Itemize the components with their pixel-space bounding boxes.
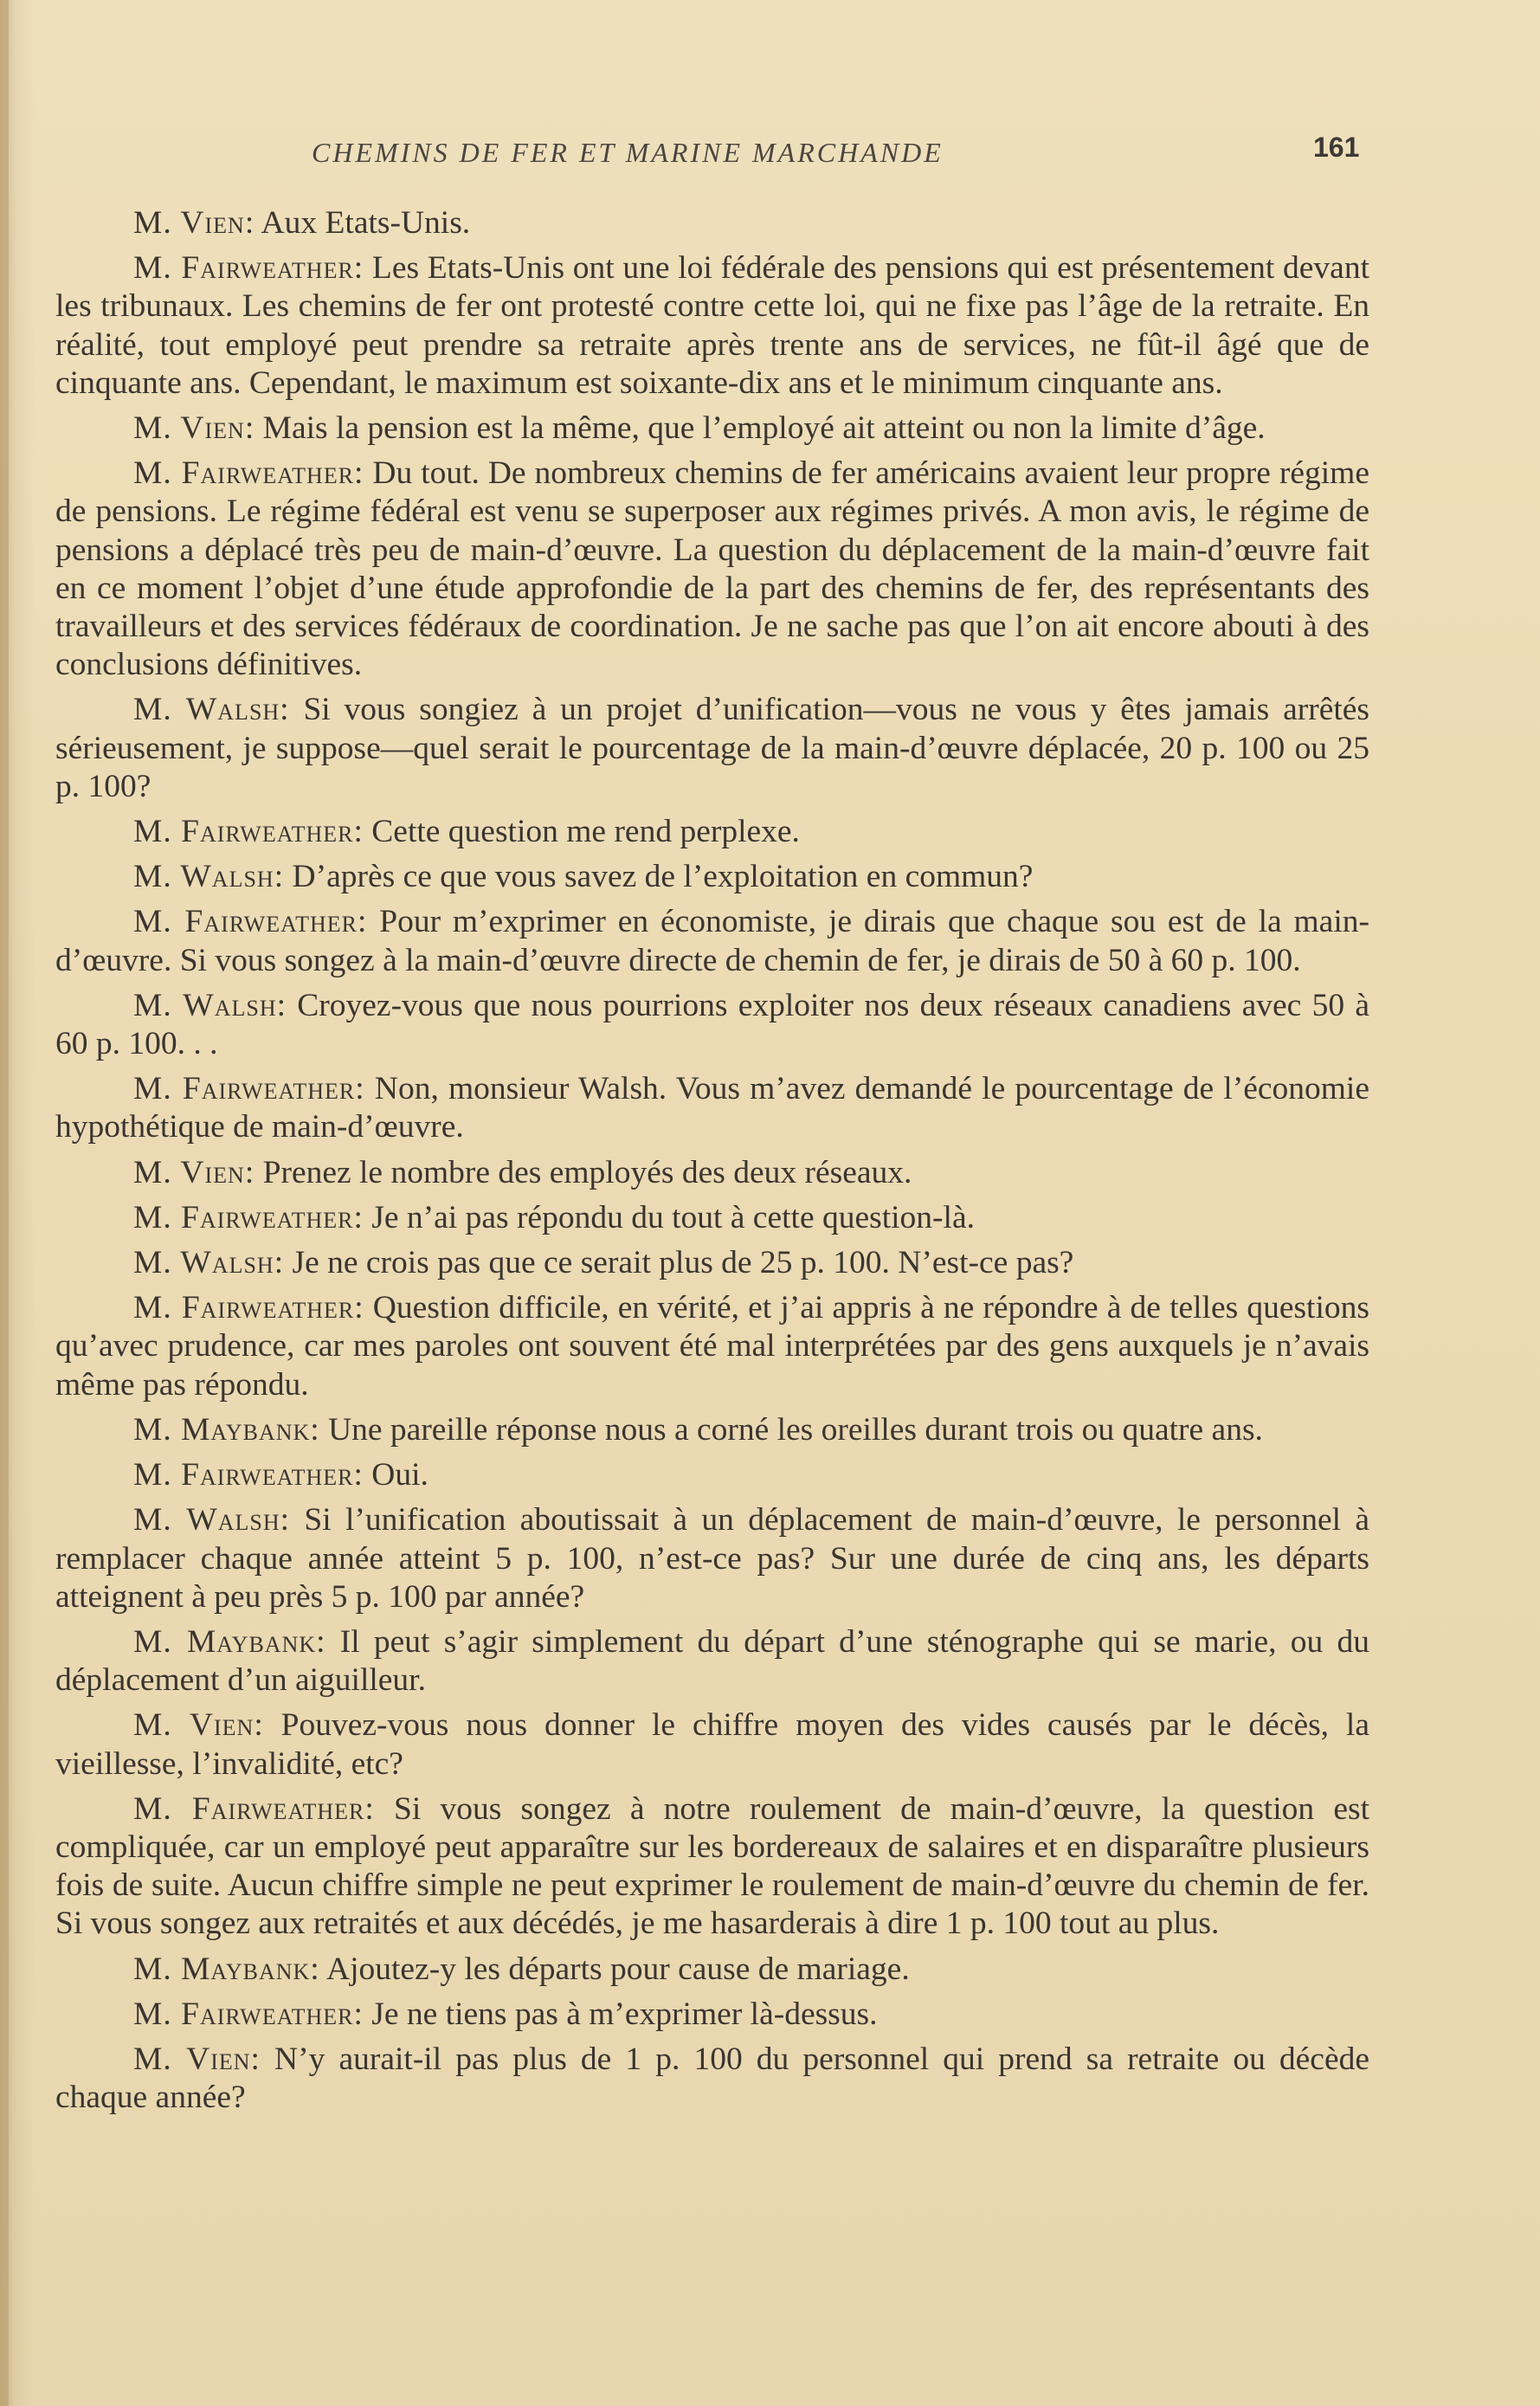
speech-text: Je n’ai pas répondu du tout à cette question-là. <box>363 1199 975 1235</box>
speaker-name: M. Fairweather: <box>133 1457 364 1493</box>
transcript-paragraph <box>55 455 1369 684</box>
speaker-name: M. Walsh: <box>133 1502 291 1538</box>
speech-text: Je ne crois pas que ce serait plus de 25 p. 100. N’est-ce pas? <box>284 1245 1074 1281</box>
speech-text: Du tout. De nombreux chemins de fer américains avaient leur propre régime de pensions. Le régime fédéral est venu se superposer aux régimes privés. A mon avis, le régime de pensions a déplacé très peu de main-d’œuvre. La question du déplacement de la main-d’œuvre fait en ce moment l’objet d’une étude approfondie de la part des chemins de fer, des représentants des travailleurs et des services fédéraux de coordination. Je ne sache pas que l’on ait encore abouti à des conclusions définitives. <box>55 455 1369 683</box>
speech-text: Les Etats-Unis ont une loi fédérale des pensions qui est présentement devant les tribunaux. Les chemins de fer ont protesté contre cette loi, qui ne fixe pas l’âge de la retraite. En réalité, tout employé peut prendre sa retraite après trente ans de services, ne fût-il âgé que de cinquante ans. Cependant, le maximum est soixante-dix ans et le minimum cinquante ans. <box>55 250 1369 401</box>
page-number: 161 <box>1313 132 1360 163</box>
transcript-paragraph <box>55 204 1369 242</box>
speech-text: Je ne tiens pas à m’exprimer là-dessus. <box>363 1996 878 2032</box>
speech-text: Pour m’exprimer en économiste, je dirais que chaque sou est de la main-d’œuvre. Si vous songez à la main-d’œuvre directe de chemin de fer, je dirais de 50 à 60 p. 100. <box>55 904 1369 978</box>
transcript-paragraph <box>55 1996 1369 2034</box>
transcript-paragraph <box>55 691 1369 806</box>
transcript-paragraph <box>55 1706 1369 1783</box>
speech-text: Il peut s’agir simplement du départ d’une sténographe qui se marie, ou du déplacement d’un aiguilleur. <box>55 1623 1369 1699</box>
speaker-name: M. Walsh: <box>133 987 287 1023</box>
transcript-paragraph <box>55 1951 1369 1989</box>
speaker-name: M. Walsh: <box>133 1245 285 1281</box>
transcript-paragraph <box>55 1790 1369 1944</box>
speaker-name: M. Vien: <box>133 205 255 241</box>
speech-text: Non, monsieur Walsh. Vous m’avez demandé le pourcentage de l’économie hypothétique de main-d’œuvre. <box>55 1071 1369 1145</box>
speaker-name: M. Vien: <box>133 1707 264 1744</box>
page-header <box>312 130 1360 182</box>
transcript-paragraph <box>55 1199 1369 1237</box>
transcript-body <box>55 204 1369 2124</box>
speech-text: Si vous songiez à un projet d’unification—vous ne vous y êtes jamais arrêtés sérieusement, je suppose—quel serait le pourcentage de la main-d’œuvre déplacée, 20 p. 100 ou 25 p. 100? <box>55 692 1369 804</box>
transcript-paragraph <box>55 903 1369 979</box>
transcript-paragraph <box>55 1289 1369 1404</box>
speech-text: Une pareille réponse nous a corné les oreilles durant trois ou quatre ans. <box>319 1411 1263 1448</box>
speaker-name: M. Walsh: <box>133 859 285 895</box>
running-title: CHEMINS DE FER ET MARINE MARCHANDE <box>312 137 944 168</box>
transcript-paragraph <box>55 1623 1369 1700</box>
page-binding-edge <box>0 0 9 2406</box>
speech-text: Mais la pension est la même, que l’employé ait atteint ou non la limite d’âge. <box>255 410 1266 447</box>
speech-text: Pouvez-vous nous donner le chiffre moyen des vides causés par le décès, la vieillesse, l’invalidité, etc? <box>55 1707 1369 1782</box>
transcript-paragraph <box>55 2041 1369 2117</box>
speaker-name: M. Fairweather: <box>133 1790 375 1827</box>
transcript-paragraph <box>55 249 1369 403</box>
speaker-name: M. Fairweather: <box>133 1071 365 1107</box>
transcript-paragraph <box>55 1501 1369 1616</box>
transcript-paragraph <box>55 410 1369 448</box>
speaker-name: M. Fairweather: <box>133 455 364 492</box>
speaker-name: M. Fairweather: <box>133 250 364 287</box>
speech-text: D’après ce que vous savez de l’exploitation en commun? <box>284 859 1034 895</box>
speech-text: Croyez-vous que nous pourrions exploiter nos deux réseaux canadiens avec 50 à 60 p. 100. . . <box>55 987 1369 1062</box>
speaker-name: M. Fairweather: <box>133 814 364 850</box>
transcript-paragraph <box>55 858 1369 896</box>
speaker-name: M. Fairweather: <box>133 904 368 940</box>
speech-text: Cette question me rend perplexe. <box>363 814 800 850</box>
speech-text: N’y aurait-il pas plus de 1 p. 100 du personnel qui prend sa retraite ou décède chaque année? <box>55 2041 1369 2116</box>
speech-text: Aux Etats-Unis. <box>255 205 471 241</box>
speech-text: Question difficile, en vérité, et j’ai appris à ne répondre à de telles questions qu’avec prudence, car mes paroles ont souvent été mal interprétées par des gens auxquels je n’avais même pas répondu. <box>55 1290 1369 1403</box>
speaker-name: M. Maybank: <box>133 1623 326 1660</box>
transcript-paragraph <box>55 1070 1369 1146</box>
transcript-paragraph <box>55 987 1369 1063</box>
transcript-paragraph <box>55 1411 1369 1449</box>
speaker-name: M. Fairweather: <box>133 1996 364 2032</box>
speaker-name: M. Vien: <box>133 410 255 447</box>
transcript-paragraph <box>55 1154 1369 1192</box>
speaker-name: M. Walsh: <box>133 692 290 728</box>
speaker-name: M. Fairweather: <box>133 1290 364 1326</box>
speaker-name: M. Maybank: <box>133 1411 320 1448</box>
speaker-name: M. Vien: <box>133 2041 261 2077</box>
speaker-name: M. Vien: <box>133 1154 255 1190</box>
speaker-name: M. Maybank: <box>133 1951 320 1987</box>
speech-text: Ajoutez-y les départs pour cause de mariage. <box>319 1951 910 1987</box>
speaker-name: M. Fairweather: <box>133 1199 364 1235</box>
speech-text: Prenez le nombre des employés des deux réseaux. <box>255 1154 912 1190</box>
speech-text: Oui. <box>363 1457 428 1493</box>
transcript-paragraph <box>55 1244 1369 1282</box>
speech-text: Si vous songez à notre roulement de main-d’œuvre, la question est compliquée, car un employé peut apparaître sur les bordereaux de salaires et en disparaître plusieurs fois de suite. Aucun chiffre simple ne peut exprimer le roulement de main-d’œuvre du chemin de fer. Si vous songez aux retraités et aux décédés, je me hasarderais à dire 1 p. 100 tout au plus. <box>55 1790 1369 1942</box>
transcript-paragraph <box>55 813 1369 851</box>
speech-text: Si l’unification aboutissait à un déplacement de main-d’œuvre, le personnel à remplacer chaque année atteint 5 p. 100, n’est-ce pas? Sur une durée de cinq ans, les départs atteignent à peu près 5 p. 100 par année? <box>55 1502 1369 1615</box>
transcript-paragraph <box>55 1456 1369 1494</box>
